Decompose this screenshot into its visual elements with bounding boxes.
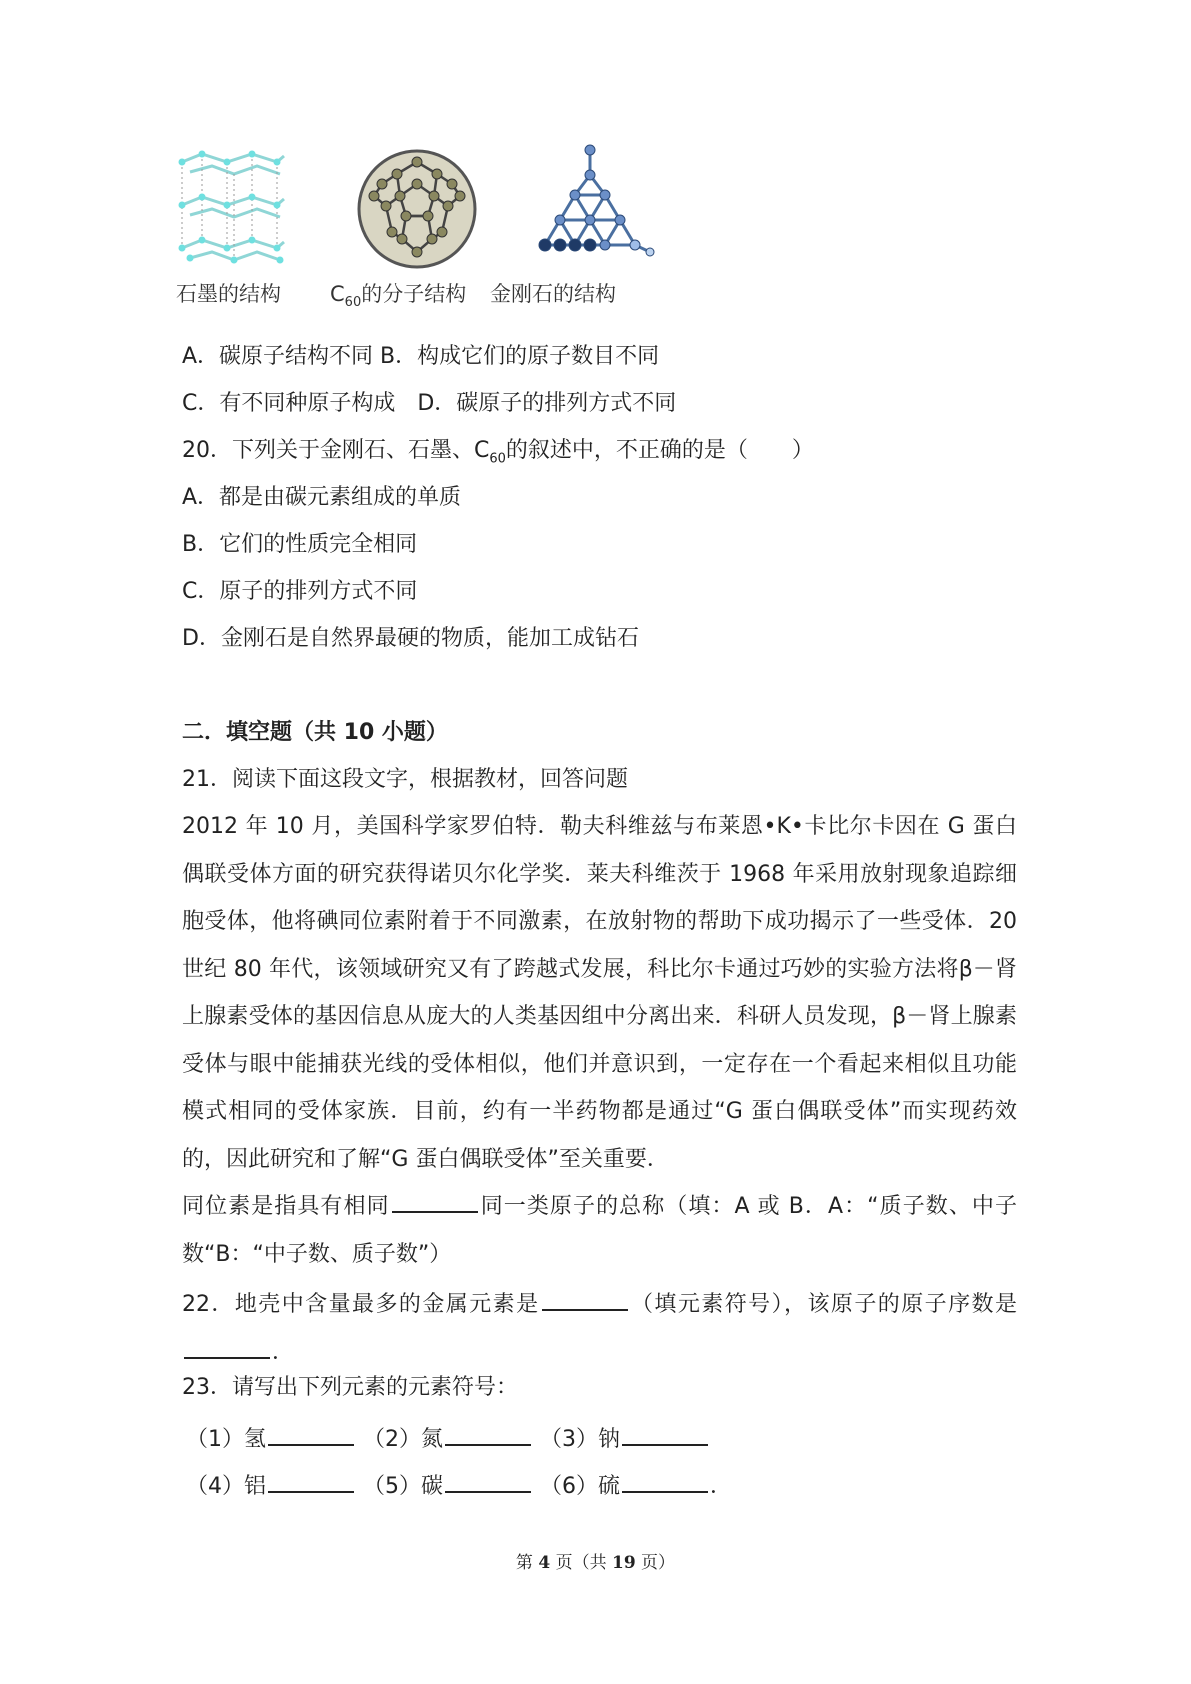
q20-option-d: D．金刚石是自然界最硬的物质，能加工成钻石: [182, 626, 639, 651]
q23-blank-sulfur[interactable]: [622, 1469, 708, 1493]
q21-question-a: 同位素是指具有相同: [182, 1194, 390, 1219]
q21-stem: 21．阅读下面这段文字，根据教材，回答问题: [182, 767, 628, 792]
q19-options-line-1: A．碳原子结构不同 B．构成它们的原子数目不同: [182, 344, 660, 369]
q22: 22．地壳中含量最多的金属元素是 （填元素符号），该原子的原子序数是．: [182, 1281, 1017, 1376]
c60-structure-image: [352, 144, 482, 274]
graphite-structure-image: [172, 150, 297, 270]
q20-option-a: A．都是由碳元素组成的单质: [182, 485, 462, 510]
q23-blank-aluminum[interactable]: [268, 1469, 354, 1493]
q21-passage: [182, 803, 1017, 1278]
q21-passage-text: 2012 年 10 月，美国科学家罗伯特．勒夫科维兹与布莱恩•K•卡比尔卡因在 G 蛋白偶联受体方面的研究获得诺贝尔化学奖．莱夫科维茨于 1968 年采用放射现象追踪细胞受体，他将碘同位素附着于不同激素，在放射物的帮助下成功揭示了一些受体．20 世纪 80 年代，该领域研究又有了跨越式发展，科比尔卡通过巧妙的实验方法将β－肾上腺素受体的基因信息从庞大的人类基因组中分离出来．科研人员发现，β－肾上腺素受体与眼中能捕获光线的受体相似，他们并意识到，一定存在一个看起来相似且功能模式相同的受体家族．目前，约有一半药物都是通过“G 蛋白偶联受体”而实现药效的，因此研究和了解“G 蛋白偶联受体”至关重要．: [182, 814, 1017, 1172]
q23-blank-nitrogen[interactable]: [445, 1422, 531, 1446]
q23-blank-sodium[interactable]: [622, 1422, 708, 1446]
diamond-structure-image: [525, 140, 660, 275]
q20-option-b: B．它们的性质完全相同: [182, 532, 418, 557]
q19-options-line-2: C．有不同种原子构成 D．碳原子的排列方式不同: [182, 391, 677, 416]
graphite-caption: 石墨的结构: [176, 282, 281, 306]
total-pages: 19: [611, 1553, 636, 1573]
page-footer: 第 4 页（共 19 页）: [515, 1553, 676, 1573]
q23-blank-hydrogen[interactable]: [268, 1422, 354, 1446]
q23-row-2: （4）铝 （5）碳 （6）硫 ．: [186, 1469, 732, 1500]
q20-option-c: C．原子的排列方式不同: [182, 579, 418, 604]
q20-stem: 20．下列关于金刚石、石墨、$C_{60}$的叙述中，不正确的是（ ）: [182, 438, 814, 467]
q23-stem: 23．请写出下列元素的元素符号：: [182, 1375, 518, 1400]
section-2-title: 二．填空题（共 10 小题）: [182, 720, 448, 745]
q22-symbol-blank[interactable]: [542, 1287, 628, 1311]
diamond-caption: 金刚石的结构: [490, 282, 616, 306]
page-number: 4: [538, 1553, 551, 1573]
q21-question-b: 同一类原子的总称（填：A 或 B．A：“质子数、中子数“B：“中子数、质子数”）: [182, 1194, 1017, 1267]
q22-number-blank[interactable]: [184, 1335, 270, 1359]
c60-caption: $C_{60}$的分子结构: [330, 282, 467, 311]
q23-blank-carbon[interactable]: [445, 1469, 531, 1493]
q23-row-1: （1）氢 （2）氮 （3）钠: [186, 1422, 710, 1453]
q21-answer-blank[interactable]: [392, 1189, 478, 1213]
carbon-structure-figures: [176, 150, 680, 335]
